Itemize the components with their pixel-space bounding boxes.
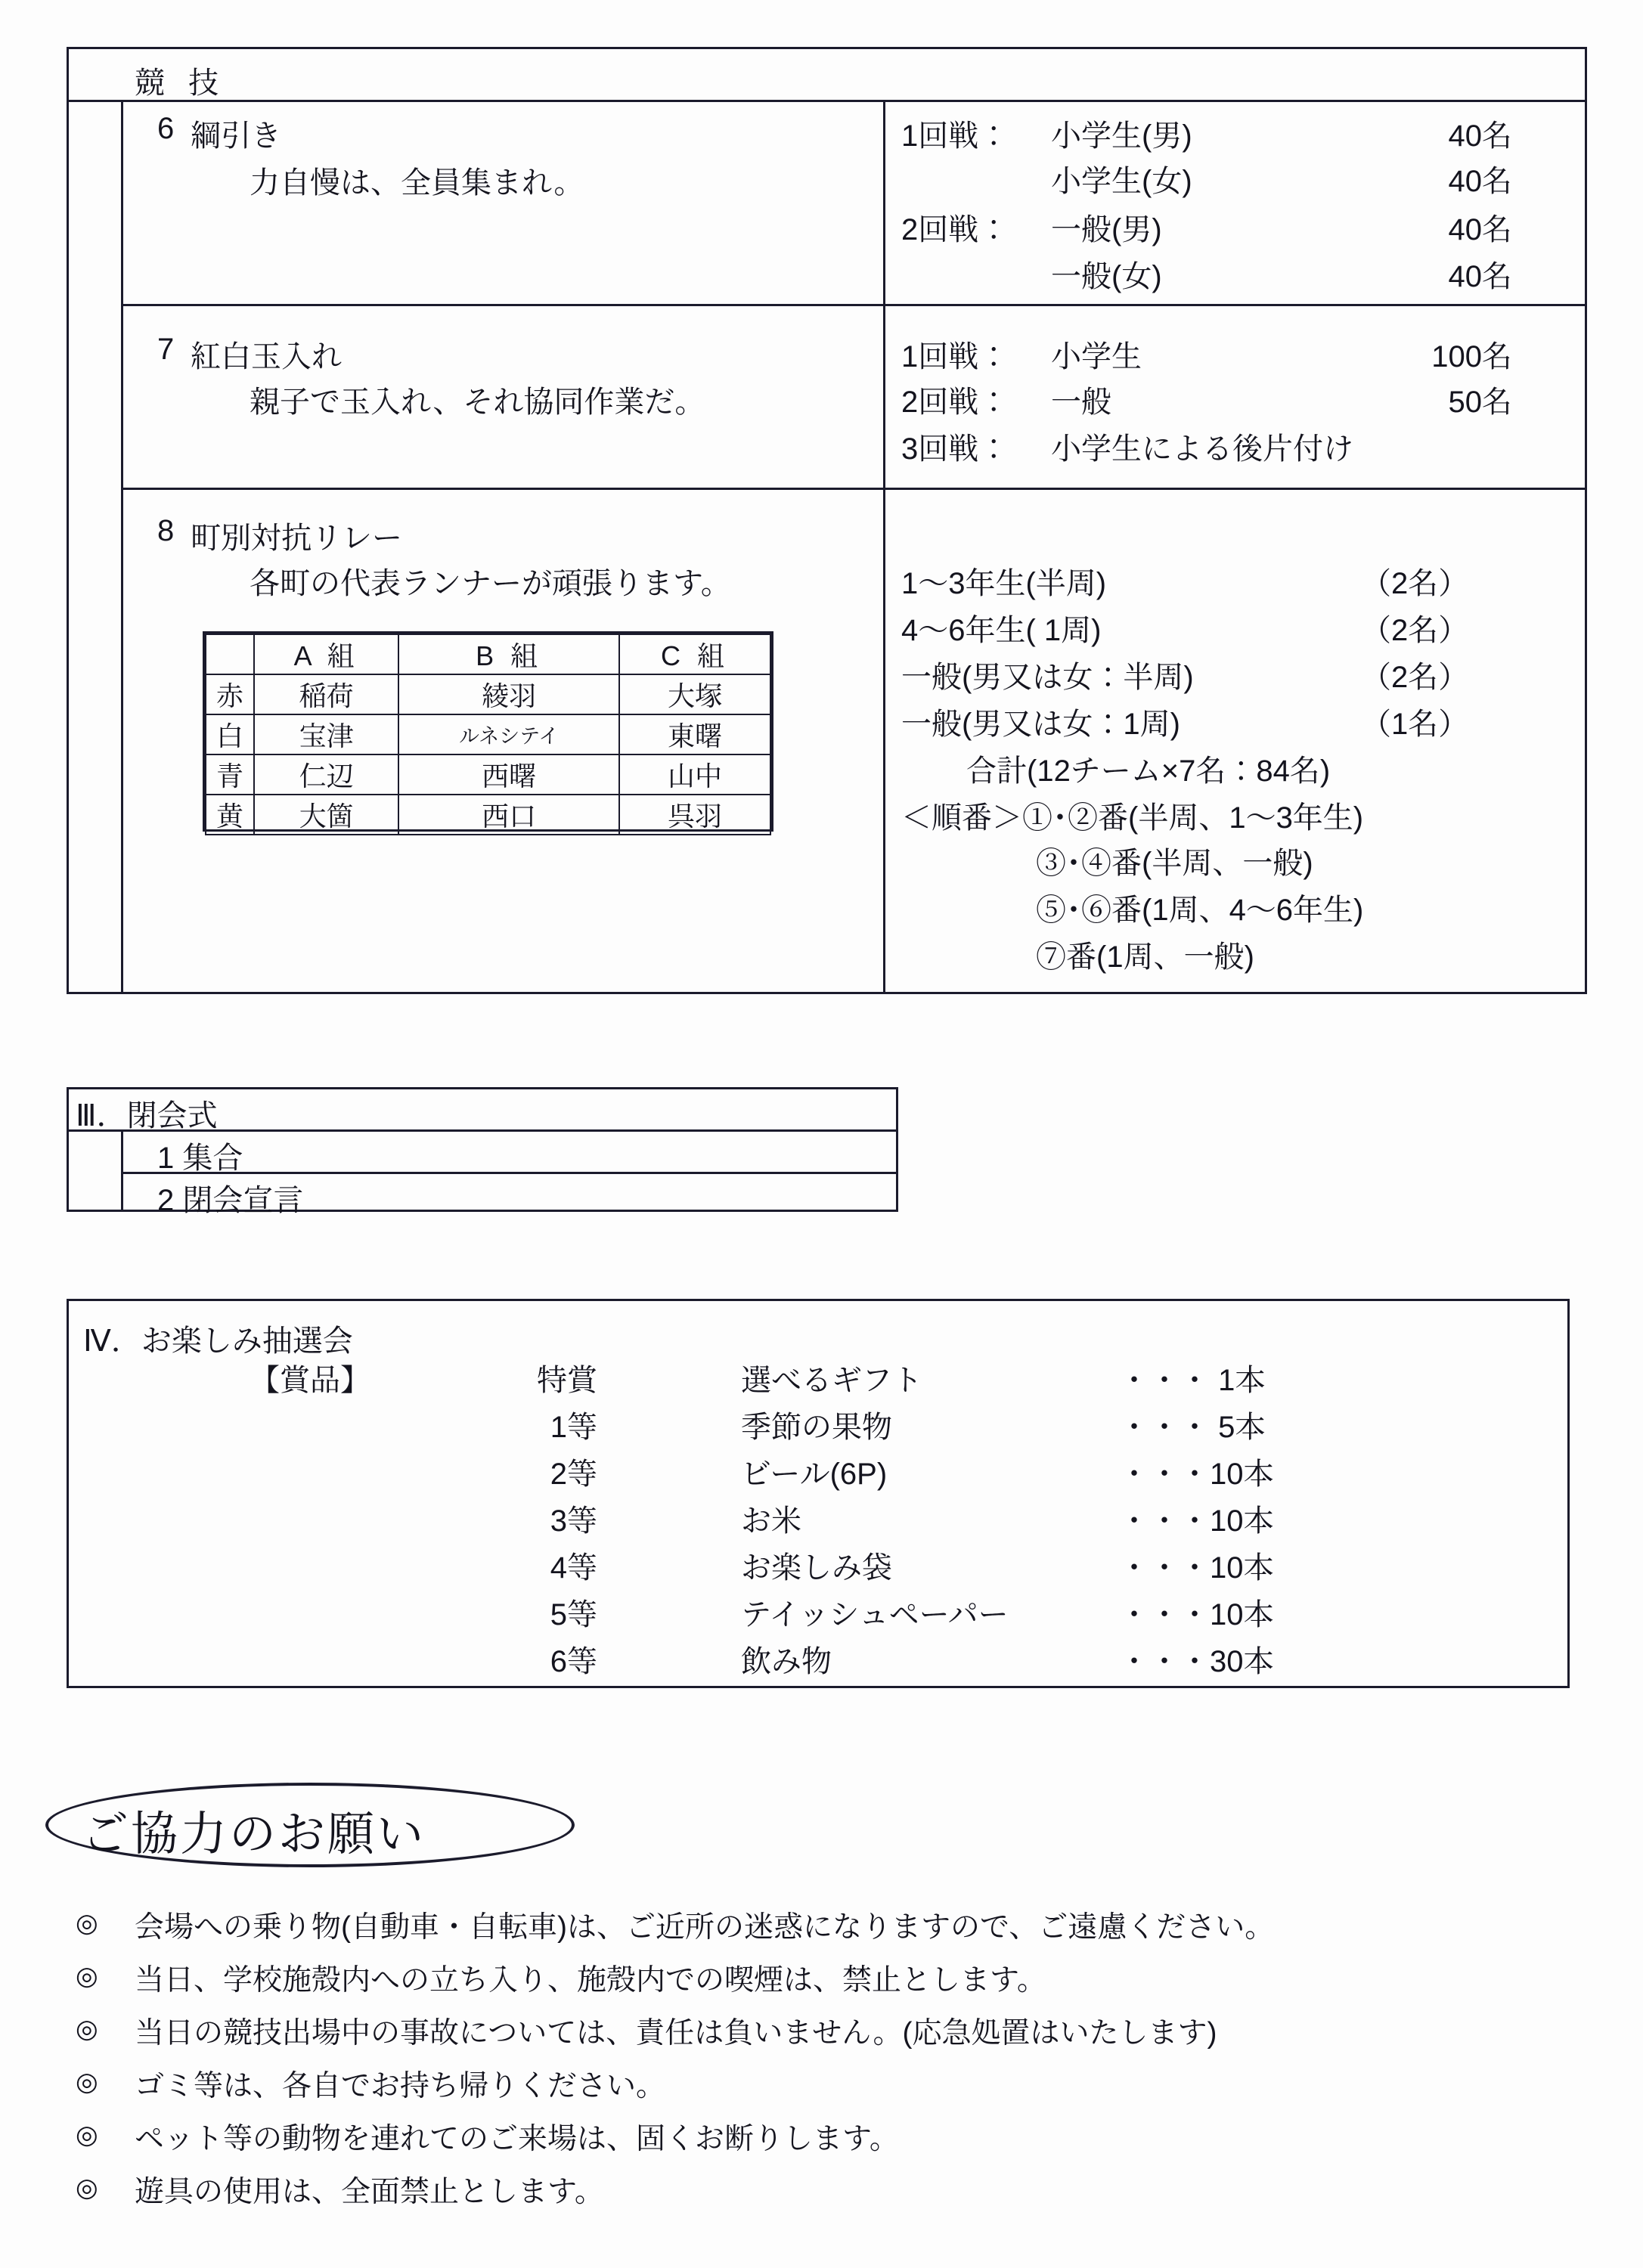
prize-label: 【賞品】 <box>250 1364 370 1397</box>
event-round-label: 1回戦： <box>901 340 1009 373</box>
event-round-label: 1回戦： <box>901 119 1009 153</box>
event-round-label: 2回戦： <box>901 213 1009 246</box>
prize-qty: ・・・30本 <box>1119 1645 1274 1678</box>
note-text: 遊具の使用は、全面禁止とします。 <box>135 2176 604 2208</box>
relay-leg-count: （2名） <box>1361 614 1469 647</box>
relay-leg: 一般(男又は女：1周) <box>901 708 1180 741</box>
event-round-who: 小学生による後片付け <box>1051 432 1353 466</box>
kyogi-divider-2 <box>121 304 1587 306</box>
prize-qty: ・・・ 5本 <box>1119 1411 1266 1444</box>
relay-leg-count: （2名） <box>1361 567 1469 600</box>
event-round-count: 100名 <box>1431 340 1512 373</box>
relay-row-color: 白 <box>206 714 254 754</box>
event-round-count: 40名 <box>1448 213 1512 246</box>
relay-team: 綾羽 <box>398 674 619 714</box>
event-round-count: 40名 <box>1448 165 1512 198</box>
event-round-who: 小学生 <box>1051 340 1142 373</box>
bullet-icon: ◎ <box>76 1909 98 1938</box>
relay-order-line: ＜順番＞①･②番(半周、1～3年生) <box>901 801 1364 835</box>
prize-item: ビール(6P) <box>741 1458 888 1491</box>
event-subtitle: 親子で玉入れ、それ協同作業だ。 <box>250 386 705 419</box>
relay-team: 呉羽 <box>619 795 770 835</box>
note-text: 当日、学校施殼内への立ち入り、施殼内での喫煙は、禁止とします。 <box>135 1964 1046 1997</box>
relay-team: 仁辺 <box>254 754 398 795</box>
kyogi-divider-3 <box>121 488 1587 490</box>
relay-team: ルネシテイ <box>398 714 619 754</box>
note-text: 会場への乗り物(自動車・自転車)は、ご近所の迷惑になりますので、ご遠慮ください。 <box>135 1911 1275 1944</box>
bullet-icon: ◎ <box>76 1962 98 1991</box>
prize-item: お楽しみ袋 <box>741 1551 892 1585</box>
relay-team: 西曙 <box>398 754 619 795</box>
relay-order-line: ③･④番(半周、一般) <box>1036 847 1313 880</box>
prize-item: 飲み物 <box>741 1645 832 1678</box>
prize-item: 選べるギフト <box>741 1364 922 1397</box>
prize-rank: 4等 <box>550 1551 597 1585</box>
note-text: ゴミ等は、各自でお持ち帰りください。 <box>135 2070 666 2102</box>
relay-leg-count: （1名） <box>1361 708 1469 741</box>
table-row <box>206 714 770 754</box>
prize-item: お米 <box>741 1504 801 1538</box>
kyogi-header: 競 技 <box>135 67 227 100</box>
event-round-who: 一般(女) <box>1051 260 1162 293</box>
table-row <box>206 754 770 795</box>
event-number: 8 <box>157 514 175 547</box>
relay-total: 合計(12チーム×7名：84名) <box>966 754 1331 788</box>
event-round-who: 小学生(女) <box>1051 165 1192 198</box>
relay-col-b: B 組 <box>398 634 619 674</box>
prize-rank: 3等 <box>550 1504 597 1538</box>
relay-col-c: C 組 <box>619 634 770 674</box>
event-round-count: 40名 <box>1448 260 1512 293</box>
heikai-item: 2 閉会宣言 <box>157 1184 304 1217</box>
kyogi-divider-1 <box>67 100 1587 102</box>
event-round-label: 2回戦： <box>901 386 1009 419</box>
relay-team: 大塚 <box>619 674 770 714</box>
relay-leg: 1～3年生(半周) <box>901 567 1107 600</box>
relay-col-a: A 組 <box>254 634 398 674</box>
bullet-icon: ◎ <box>76 2068 98 2096</box>
bullet-icon: ◎ <box>76 2174 98 2202</box>
prize-rank: 特賞 <box>537 1364 597 1397</box>
prize-rank: 1等 <box>550 1411 597 1444</box>
relay-team: 稲荷 <box>254 674 398 714</box>
event-title: 綱引き <box>191 119 281 153</box>
relay-team-table <box>203 631 773 832</box>
table-row <box>206 795 770 835</box>
relay-row-color: 青 <box>206 754 254 795</box>
event-round-who: 一般 <box>1051 386 1111 419</box>
prize-rank: 6等 <box>550 1645 597 1678</box>
relay-leg: 一般(男又は女：半周) <box>901 661 1194 694</box>
table-header-row <box>206 634 770 674</box>
relay-col-blank <box>206 634 254 674</box>
onegai-title: ご協力のお願い <box>82 1806 426 1861</box>
relay-row-color: 赤 <box>206 674 254 714</box>
table-row <box>206 674 770 714</box>
prize-qty: ・・・10本 <box>1119 1551 1274 1585</box>
prize-rank: 5等 <box>550 1598 597 1631</box>
relay-order-line: ⑦番(1周、一般) <box>1036 940 1254 974</box>
event-number: 7 <box>157 333 175 366</box>
relay-team: 宝津 <box>254 714 398 754</box>
onegai-title-block <box>45 1783 575 1870</box>
relay-team: 大箇 <box>254 795 398 835</box>
event-subtitle: 各町の代表ランナーが頑張ります。 <box>250 567 731 600</box>
heikai-header: Ⅲ．閉会式 <box>76 1099 218 1132</box>
prize-item: テイッシュペーパー <box>741 1598 1009 1631</box>
event-round-who: 小学生(男) <box>1051 119 1192 153</box>
heikai-item: 1 集合 <box>157 1142 243 1175</box>
event-round-count: 40名 <box>1448 119 1512 153</box>
relay-row-color: 黄 <box>206 795 254 835</box>
relay-team: 西口 <box>398 795 619 835</box>
relay-order-line: ⑤･⑥番(1周、4～6年生) <box>1036 894 1364 927</box>
prize-qty: ・・・10本 <box>1119 1598 1274 1631</box>
event-subtitle: 力自慢は、全員集まれ。 <box>250 166 584 200</box>
heikai-col-divider <box>121 1129 123 1212</box>
relay-leg-count: （2名） <box>1361 661 1469 694</box>
prize-qty: ・・・10本 <box>1119 1504 1274 1538</box>
prize-item: 季節の果物 <box>741 1411 892 1444</box>
kyogi-col-divider-right <box>883 100 885 994</box>
note-text: 当日の競技出場中の事故については、責任は負いません。(応急処置はいたします) <box>135 2017 1217 2050</box>
relay-team: 東曙 <box>619 714 770 754</box>
bullet-icon: ◎ <box>76 2121 98 2149</box>
event-title: 紅白玉入れ <box>191 340 342 373</box>
chusen-header: Ⅳ．お楽しみ抽選会 <box>83 1325 353 1358</box>
event-round-who: 一般(男) <box>1051 213 1162 246</box>
event-number: 6 <box>157 112 175 145</box>
note-text: ペット等の動物を連れてのご来場は、固くお断りします。 <box>135 2123 899 2155</box>
event-round-count: 50名 <box>1448 386 1512 419</box>
kyogi-col-divider-left <box>121 100 123 994</box>
prize-rank: 2等 <box>550 1458 597 1491</box>
prize-qty: ・・・10本 <box>1119 1458 1274 1491</box>
prize-qty: ・・・ 1本 <box>1119 1364 1266 1397</box>
event-title: 町別対抗リレー <box>191 522 402 555</box>
relay-team: 山中 <box>619 754 770 795</box>
relay-leg: 4～6年生( 1周) <box>901 614 1102 647</box>
bullet-icon: ◎ <box>76 2015 98 2043</box>
event-round-label: 3回戦： <box>901 432 1009 466</box>
